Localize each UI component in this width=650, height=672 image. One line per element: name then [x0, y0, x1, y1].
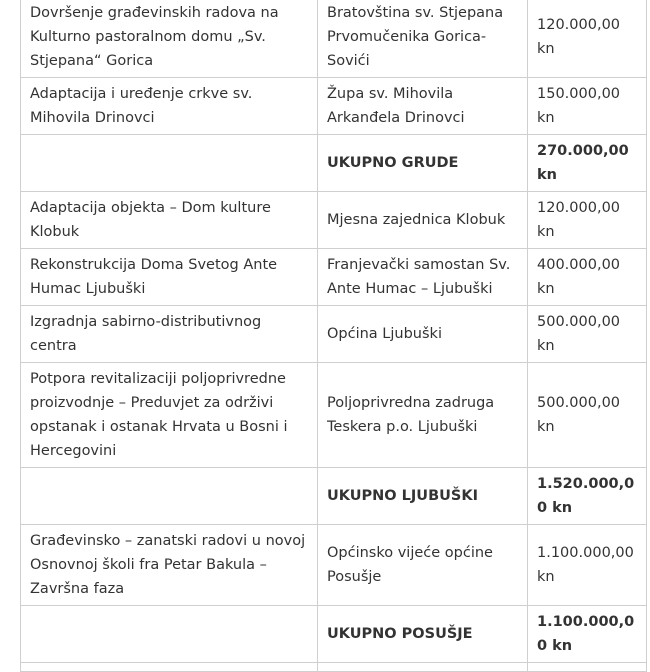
empty-cell — [21, 468, 318, 525]
project-cell: Građevinsko – zanatski radovi u novoj Osnovnoj školi fra Petar Bakula – Završna faza — [21, 525, 318, 606]
project-cell: Rekonstrukcija Doma Svetog Ante Humac Ljubuški — [21, 249, 318, 306]
total-amount: 1.520.000,00 kn — [528, 468, 647, 525]
total-row — [21, 468, 647, 525]
amount-cell: 150.000,00 kn — [528, 78, 647, 135]
amount-cell: 120.000,00 kn — [528, 192, 647, 249]
project-cell: Adaptacija i uređenje crkve sv. Mihovila Drinovci — [21, 78, 318, 135]
amount-cell — [528, 663, 647, 672]
table-row — [21, 306, 647, 363]
project-cell: Dovršenje građevinskih radova na Kulturno pastoralnom domu „Sv. Stjepana“ Gorica — [21, 0, 318, 78]
table-row — [21, 525, 647, 606]
amount-cell: 120.000,00 kn — [528, 0, 647, 78]
total-row — [21, 135, 647, 192]
table-row — [21, 192, 647, 249]
table-row — [21, 663, 647, 672]
recipient-cell — [318, 663, 528, 672]
total-label: UKUPNO GRUDE — [318, 135, 528, 192]
recipient-cell: Župa sv. Mihovila Arkanđela Drinovci — [318, 78, 528, 135]
project-cell: Adaptacija objekta – Dom kulture Klobuk — [21, 192, 318, 249]
total-label: UKUPNO POSUŠJE — [318, 606, 528, 663]
empty-cell — [21, 606, 318, 663]
amount-cell: 1.100.000,00 kn — [528, 525, 647, 606]
total-amount: 270.000,00 kn — [528, 135, 647, 192]
amount-cell: 500.000,00 kn — [528, 363, 647, 468]
recipient-cell: Općinsko vijeće općine Posušje — [318, 525, 528, 606]
empty-cell — [21, 135, 318, 192]
amount-cell: 500.000,00 kn — [528, 306, 647, 363]
recipient-cell: Bratovština sv. Stjepana Prvomučenika Gorica-Sovići — [318, 0, 528, 78]
project-cell — [21, 663, 318, 672]
table-row — [21, 0, 647, 78]
amount-cell: 400.000,00 kn — [528, 249, 647, 306]
total-row — [21, 606, 647, 663]
recipient-cell: Franjevački samostan Sv. Ante Humac – Ljubuški — [318, 249, 528, 306]
total-amount: 1.100.000,00 kn — [528, 606, 647, 663]
total-label: UKUPNO LJUBUŠKI — [318, 468, 528, 525]
recipient-cell: Mjesna zajednica Klobuk — [318, 192, 528, 249]
recipient-cell: Poljoprivredna zadruga Teskera p.o. Ljubuški — [318, 363, 528, 468]
recipient-cell: Općina Ljubuški — [318, 306, 528, 363]
project-cell: Potpora revitalizaciji poljoprivredne proizvodnje – Preduvjet za održivi opstanak i ostanak Hrvata u Bosni i Hercegovini — [21, 363, 318, 468]
table-row — [21, 363, 647, 468]
table-row — [21, 249, 647, 306]
project-cell: Izgradnja sabirno-distributivnog centra — [21, 306, 318, 363]
table-row — [21, 78, 647, 135]
funding-table — [20, 0, 647, 672]
